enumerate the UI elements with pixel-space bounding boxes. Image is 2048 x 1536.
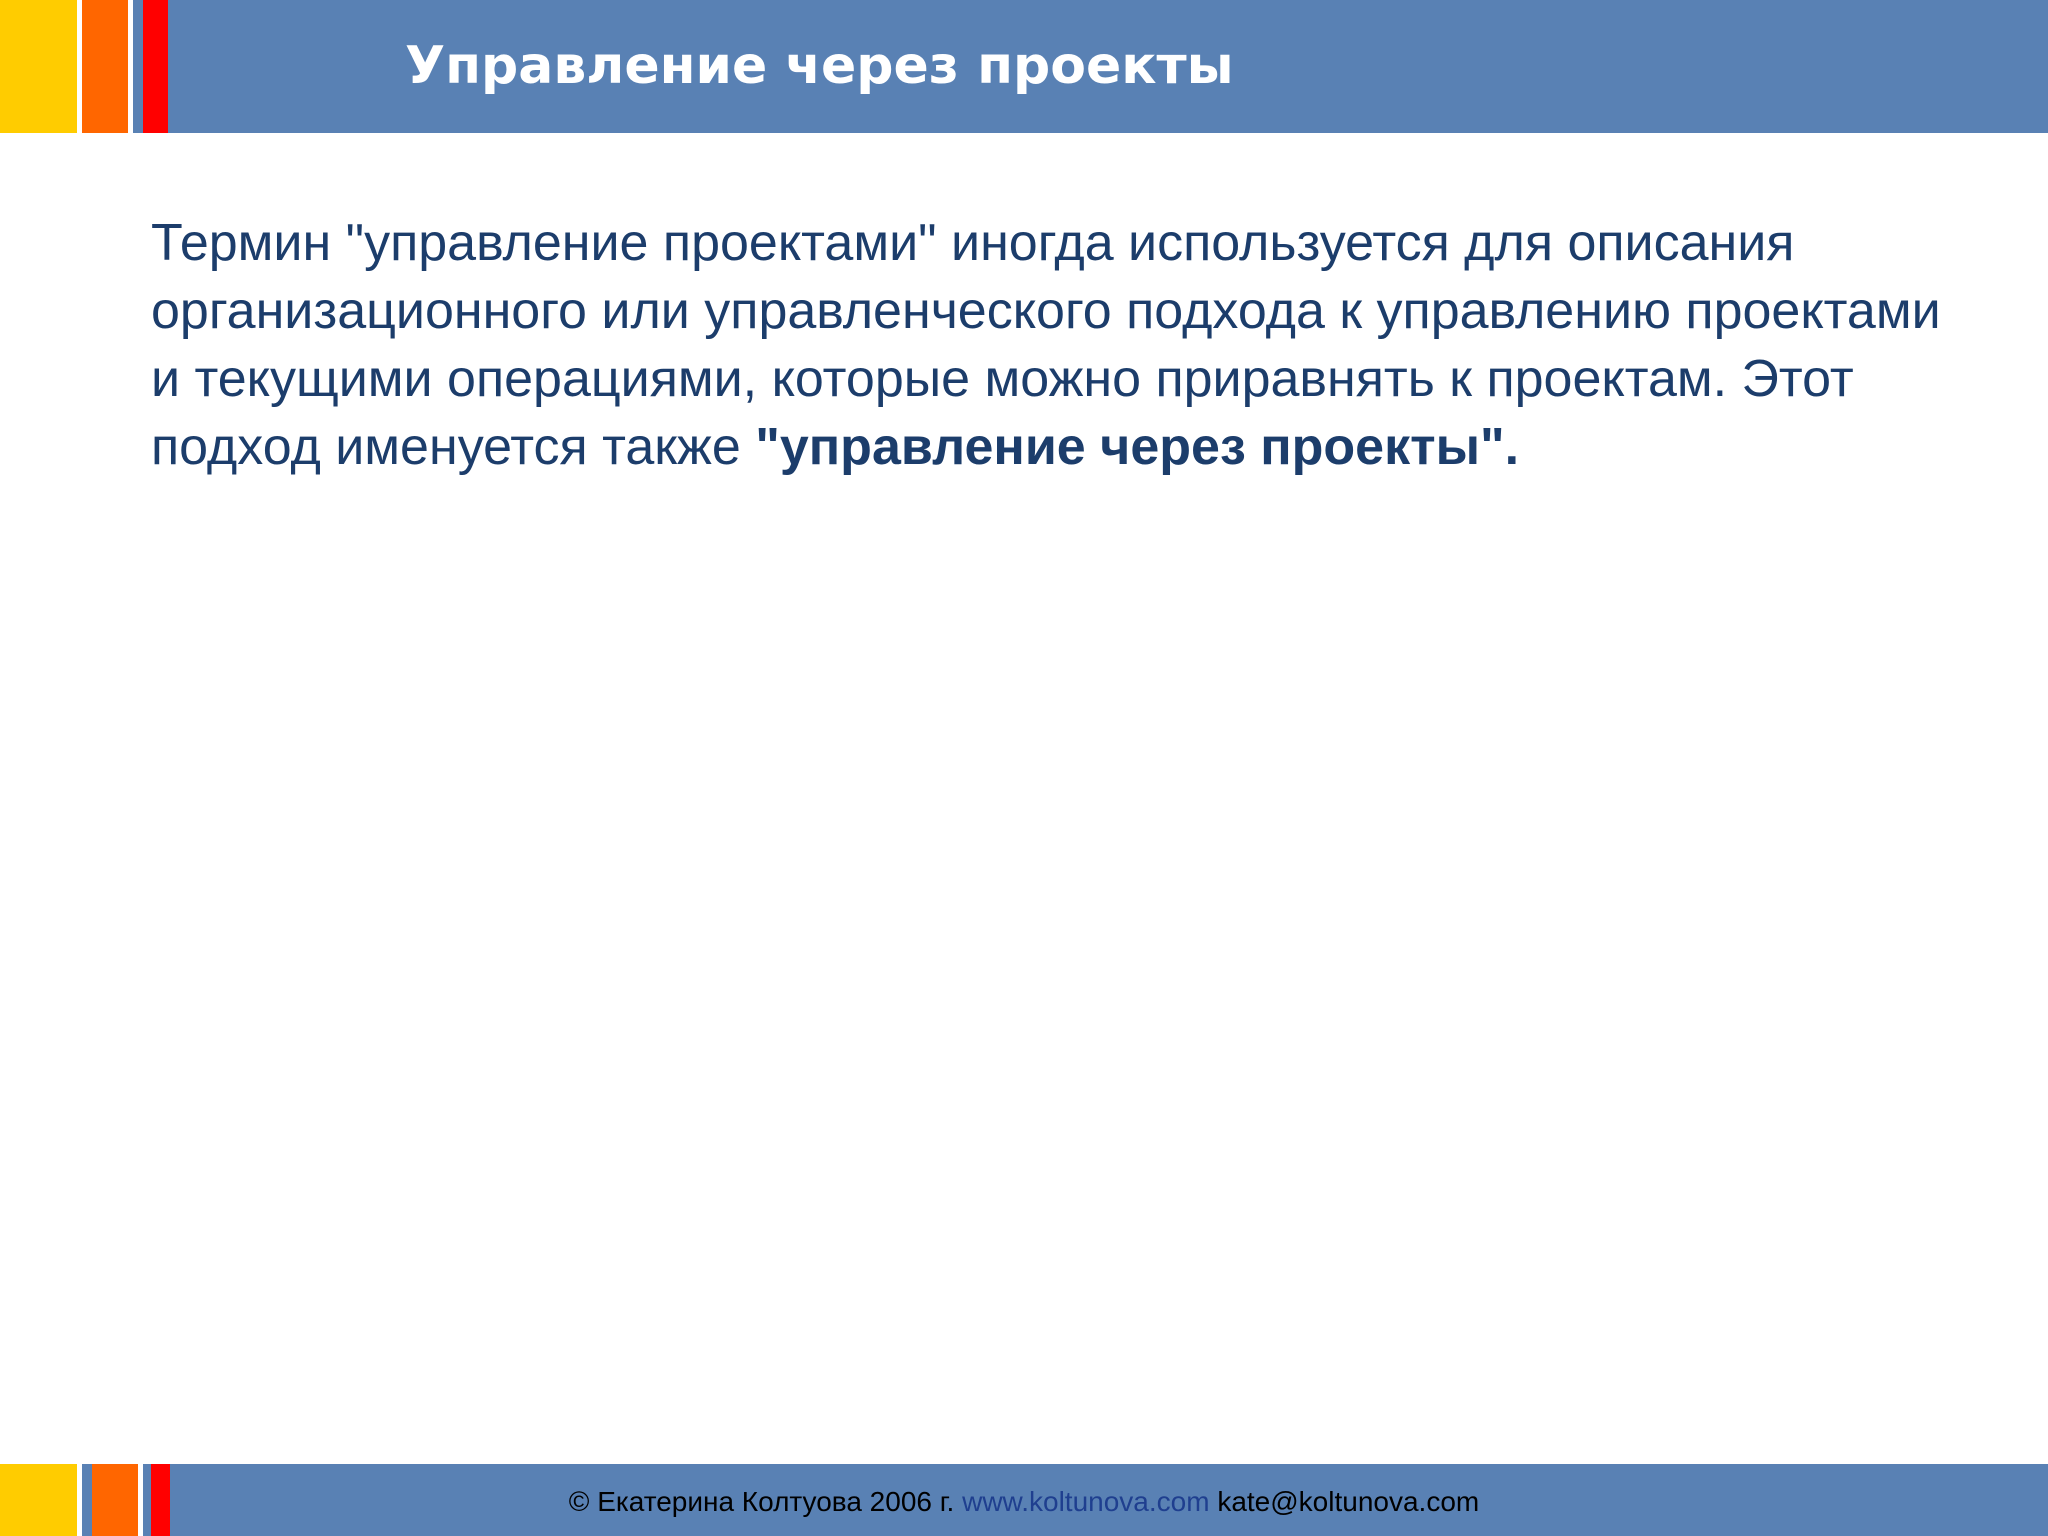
header-orange-stripe: [82, 0, 128, 133]
footer-email[interactable]: kate@koltunova.com: [1217, 1486, 1480, 1517]
header-yellow-stripe: [0, 0, 77, 133]
header-red-stripe: [143, 0, 168, 133]
footer-credits: [0, 1482, 2048, 1522]
footer-copyright: © Екатерина Колтуова 2006 г.: [568, 1486, 955, 1517]
body-paragraph: [151, 209, 1971, 481]
footer-website-link[interactable]: www.koltunova.com: [962, 1486, 1210, 1517]
header-blue-stripe: [133, 0, 143, 133]
body-text-emphasis: "управление через проекты".: [755, 418, 1520, 476]
slide-title: Управление через проекты: [405, 36, 1234, 96]
body-text-plain: Термин "управление проектами" иногда используется для описания организационного или управленческого подхода к управлению проектами и текущими операциями, которые можно приравнять к проектам. Этот подход именуется также: [151, 214, 1941, 476]
